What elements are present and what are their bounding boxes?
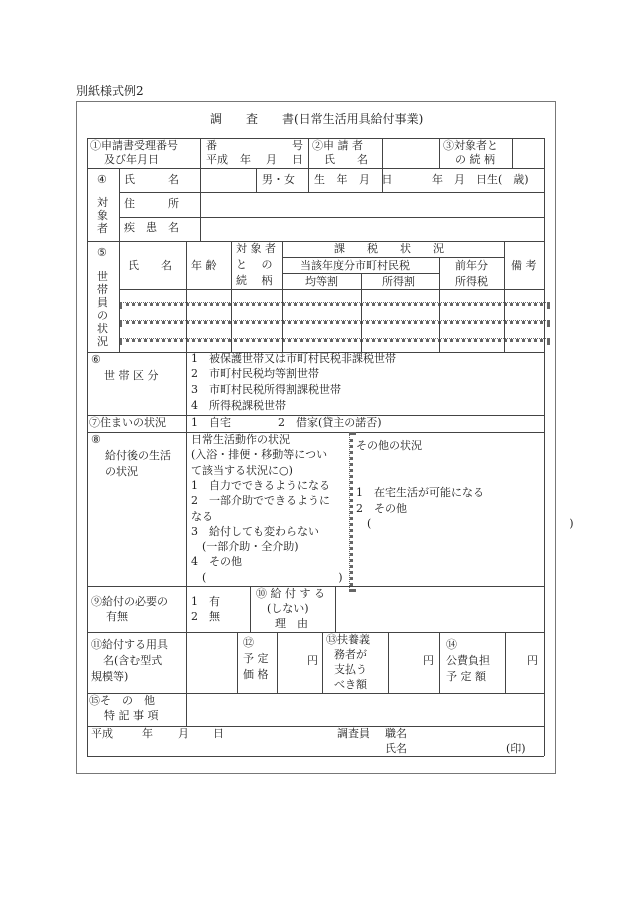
investigator-name-label: 氏名 [385, 742, 407, 755]
col-municipal: 当該年度分市町村民税 [300, 259, 410, 272]
support-label-4: べき額 [334, 678, 367, 691]
col-prev-2: 所得税 [455, 275, 488, 288]
col-remarks: 備 考 [511, 259, 537, 272]
yen-unit: 円 [527, 654, 538, 667]
address-label: 住 所 [124, 197, 179, 210]
grid-line-v [200, 168, 201, 241]
grid-line-h [119, 320, 550, 324]
subject-section-label: 対象者 [97, 196, 108, 235]
grid-line-v [200, 138, 201, 168]
footer-month: 月 [178, 727, 189, 740]
relation-label-2: の 続 柄 [455, 153, 495, 166]
col-age: 年 齢 [191, 259, 217, 272]
notes-label-2: 特 記 事 項 [104, 709, 159, 722]
receipt-label-2: 及び年月日 [104, 153, 159, 166]
birth-label: 生 年 月 日 [314, 173, 397, 186]
grid-line-v [186, 693, 187, 726]
reason-label-3: 理 由 [275, 617, 308, 630]
grid-line-v [282, 241, 283, 352]
receipt-label: ①申請書受理番号 [90, 139, 178, 152]
adl-status-line: 3 給付しても変わらない [191, 524, 319, 538]
grid-line-v [308, 138, 309, 192]
grid-line-v [186, 432, 187, 586]
relation-label: ③対象者と [443, 139, 498, 152]
col-relation-2: と の [236, 258, 273, 271]
category-option: 2 市町村民税均等割世帯 [191, 367, 319, 380]
grid-line-v [439, 632, 440, 693]
col-name: 氏 名 [128, 259, 172, 272]
grid-line-v [119, 168, 120, 352]
grid-line-v [335, 586, 336, 632]
items-label-2: 名(含む型式 [103, 654, 163, 667]
col-prev: 前年分 [455, 259, 488, 272]
grid-line-h [87, 756, 544, 757]
col-tax: 課 税 状 況 [334, 242, 444, 255]
grid-line-h [119, 338, 550, 342]
grid-line-v [544, 138, 545, 756]
grid-line-v [505, 632, 506, 693]
disease-label: 疾 患 名 [124, 221, 179, 234]
adl-status-line: 4 その他 [191, 555, 242, 569]
adl-status-line: 2 一部介助でできるように [191, 494, 330, 508]
other-status-title: その他の状況 [356, 439, 422, 452]
grid-line-v [439, 138, 440, 168]
other-status-option: 1 在宅生活が可能になる [356, 486, 484, 499]
grid-line-v [186, 241, 187, 352]
public-label: 公費負担 [446, 654, 490, 667]
yen-unit: 円 [423, 654, 434, 667]
after-label: 給付後の生活 [105, 449, 171, 462]
public-label-2: 予 定 額 [446, 670, 486, 683]
items-label: ⑪給付する用具 [91, 638, 168, 651]
grid-line-v [512, 138, 513, 168]
grid-line-v [439, 257, 440, 352]
col-equal: 均等割 [305, 275, 338, 288]
date-year: 年 [240, 153, 251, 166]
reason-label: ⑩ 給 付 す る [256, 587, 325, 600]
grid-line-h [119, 289, 544, 290]
adl-status-line: 1 自力でできるようになる [191, 478, 330, 492]
support-label-2: 務者が [334, 648, 367, 661]
birth-value: 年 月 日生( 歳) [432, 173, 529, 186]
price-label: 予 定 [243, 652, 269, 665]
housing-label: ⑦住まいの状況 [89, 416, 166, 429]
adl-status-line: (入浴・排便・移動等につい [191, 448, 328, 462]
category-option: 4 所得税課税世帯 [191, 399, 286, 412]
footer-day: 日 [213, 727, 224, 740]
grid-line-h [87, 168, 544, 169]
after-section-no: ⑧ [91, 433, 101, 446]
necessity-label: ⑨給付の必要の [91, 595, 168, 608]
col-income: 所得割 [382, 275, 415, 288]
household-section-label: 世帯員の状況 [97, 270, 108, 348]
necessity-option: 1 有 [191, 595, 220, 608]
position-label: 職名 [385, 727, 407, 740]
col-relation: 対 象 者 [236, 242, 276, 255]
date-month: 月 [266, 153, 277, 166]
seal-mark: (印) [506, 742, 526, 755]
number-suffix: 号 [292, 139, 303, 152]
sex-options: 男・女 [262, 173, 295, 186]
category-section-no: ⑥ [91, 353, 101, 366]
grid-line-v [504, 241, 505, 352]
adl-status-line: 日常生活動作の状況 [191, 433, 290, 446]
footer-year: 年 [142, 727, 153, 740]
adl-status-line: (一部介助・全介助) [191, 540, 299, 554]
date-era: 平成 [206, 153, 228, 166]
grid-line-h [87, 241, 544, 242]
support-label: ⑬扶養義 [326, 633, 370, 646]
other-status-option: 2 その他 [356, 502, 407, 515]
page-title: 調 査 書(日常生活用具給付事業) [210, 112, 424, 126]
public-no: ⑭ [446, 638, 457, 651]
category-option: 1 被保護世帯又は市町村民税非課税世帯 [191, 352, 396, 365]
adl-status-line: なる [191, 509, 213, 523]
grid-line-h [87, 432, 544, 433]
category-label: 世 帯 区 分 [104, 369, 159, 382]
grid-line-h [119, 192, 544, 193]
yen-unit: 円 [307, 654, 318, 667]
grid-line-v [322, 632, 323, 693]
grid-line-v [186, 586, 187, 632]
necessity-label-2: 有無 [106, 610, 128, 623]
grid-line-v [388, 632, 389, 693]
grid-line-v [186, 352, 187, 432]
investigator-label: 調査員 [337, 727, 370, 740]
col-relation-3: 続 柄 [236, 274, 273, 287]
category-option: 3 市町村民税所得割課税世帯 [191, 383, 341, 396]
subject-section-no: ④ [97, 173, 107, 186]
notes-label: ⑮そ の 他 [89, 694, 155, 707]
grid-line-v [237, 632, 238, 693]
grid-line-v [250, 586, 251, 632]
household-section-no: ⑤ [97, 246, 107, 259]
grid-line-v [277, 632, 278, 693]
price-no: ⑫ [243, 636, 254, 649]
after-label-2: の状況 [105, 465, 138, 478]
applicant-label: ②申 請 者 [312, 139, 363, 152]
number-label: 番 [206, 139, 217, 152]
grid-line-v [256, 168, 257, 192]
grid-line-v [186, 632, 187, 693]
items-label-3: 規模等) [91, 670, 129, 683]
other-status-option: ( ) [356, 517, 574, 530]
grid-line-v [87, 138, 88, 756]
grid-line-v [231, 241, 232, 352]
grid-line-v [361, 273, 362, 352]
name-label: 氏 名 [124, 173, 179, 186]
applicant-name-label: 氏 名 [324, 153, 368, 166]
grid-line-h [282, 257, 504, 258]
necessity-option: 2 無 [191, 610, 220, 623]
adl-status-line: て該当する状況に○) [191, 463, 293, 477]
grid-line-h [87, 726, 544, 727]
grid-line-h [87, 693, 544, 694]
grid-line-v [349, 432, 353, 592]
grid-line-h [87, 632, 544, 633]
grid-line-h [119, 217, 544, 218]
form-label: 別紙様式例2 [76, 84, 144, 98]
grid-line-h [119, 302, 550, 306]
footer-era: 平成 [91, 727, 113, 740]
housing-option: 2 借家(貸主の諾否) [278, 416, 382, 429]
housing-option: 1 自宅 [191, 416, 231, 429]
adl-status-line: ( ) [191, 570, 343, 584]
date-day: 日 [292, 153, 303, 166]
support-label-3: 支払う [334, 663, 367, 676]
reason-label-2: (しない) [267, 602, 309, 615]
price-label-2: 価 格 [243, 668, 269, 681]
